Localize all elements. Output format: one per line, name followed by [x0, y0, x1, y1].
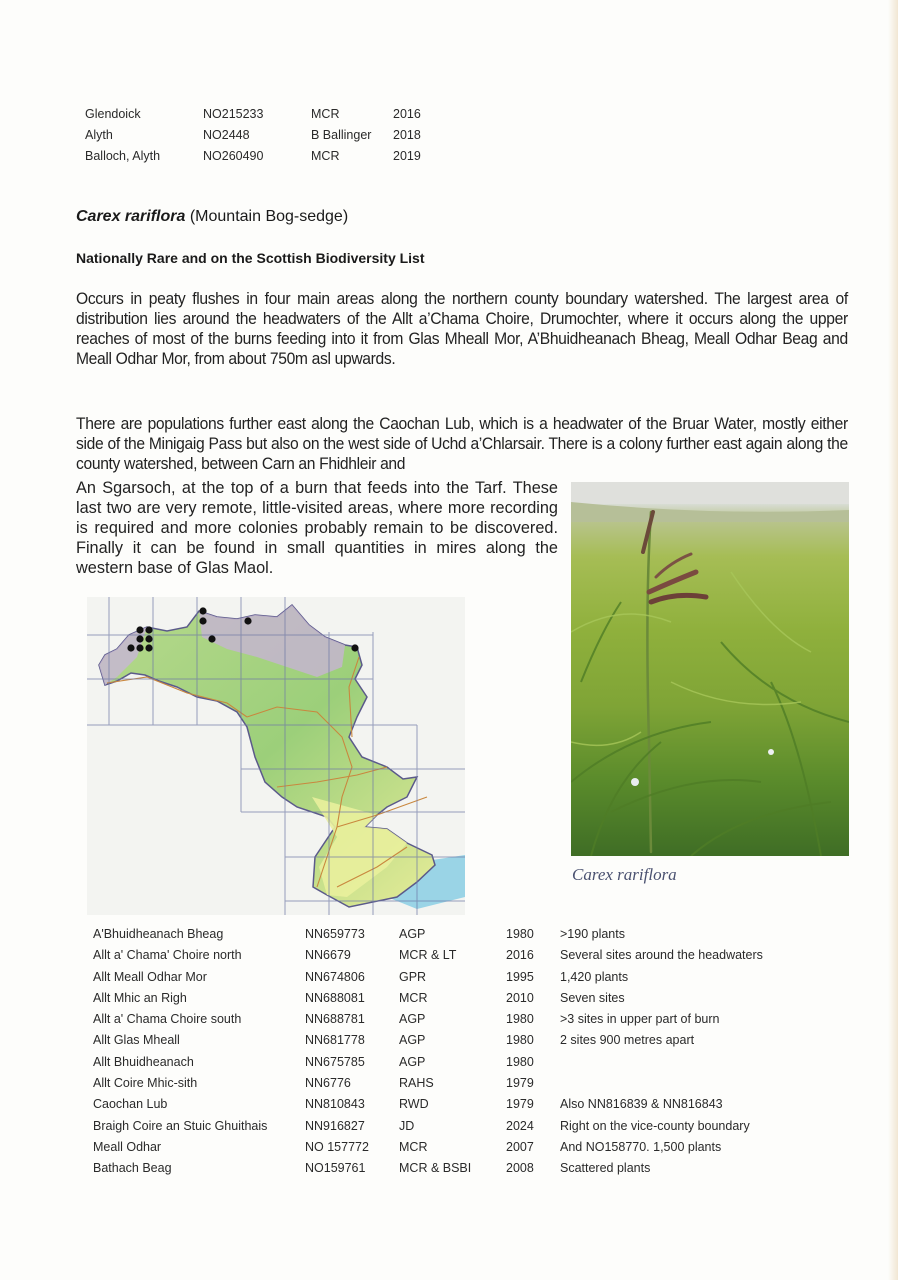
- year-cell: 2007: [506, 1139, 534, 1154]
- recorder-cell: RAHS: [399, 1076, 434, 1091]
- record-dot: [127, 644, 134, 651]
- record-dot: [145, 635, 152, 642]
- notes-cell: Also NN816839 & NN816843: [560, 1097, 723, 1112]
- table-row: [93, 927, 813, 948]
- year-cell: 2008: [506, 1161, 534, 1176]
- species-title: [76, 208, 348, 226]
- table-row: [93, 1076, 813, 1097]
- recorder-cell: MCR: [311, 149, 340, 163]
- gridref-cell: NO159761: [305, 1161, 366, 1176]
- year-cell: 1980: [506, 1012, 534, 1027]
- notes-cell: Seven sites: [560, 990, 625, 1005]
- notes-cell: >3 sites in upper part of burn: [560, 1012, 720, 1027]
- recorder-cell: AGP: [399, 1033, 426, 1048]
- table-row: [85, 128, 445, 149]
- table-row: [85, 107, 445, 128]
- recorder-cell: MCR: [399, 1139, 428, 1154]
- recorder-cell: MCR: [399, 990, 428, 1005]
- year-cell: 2019: [393, 149, 421, 163]
- site-cell: Allt Mhic an Righ: [93, 990, 187, 1005]
- year-cell: 1995: [506, 969, 534, 984]
- year-cell: 2010: [506, 990, 534, 1005]
- record-dot: [136, 635, 143, 642]
- gridref-cell: NN688781: [305, 1012, 365, 1027]
- gridref-cell: NO215233: [203, 107, 264, 121]
- gridref-cell: NN6679: [305, 948, 351, 963]
- year-cell: 2018: [393, 128, 421, 142]
- page-edge-shadow: [888, 0, 898, 1280]
- record-dot: [145, 626, 152, 633]
- recorder-cell: AGP: [399, 927, 426, 941]
- site-cell: Meall Odhar: [93, 1139, 162, 1154]
- notes-cell: >190 plants: [560, 927, 625, 941]
- table-row: [93, 1119, 813, 1140]
- site-cell: Allt Meall Odhar Mor: [93, 969, 207, 984]
- notes-cell: And NO158770. 1,500 plants: [560, 1139, 722, 1154]
- year-cell: 1980: [506, 1054, 534, 1069]
- record-dot: [136, 644, 143, 651]
- record-dot: [208, 635, 215, 642]
- table-row: [93, 991, 813, 1012]
- gridref-cell: NN688081: [305, 990, 365, 1005]
- recorder-cell: MCR & LT: [399, 948, 457, 963]
- year-cell: 1979: [506, 1097, 534, 1112]
- conservation-status-heading: Nationally Rare and on the Scottish Biodiversity List: [76, 250, 425, 266]
- year-cell: 2016: [506, 948, 534, 963]
- year-cell: 1979: [506, 1076, 534, 1091]
- site-cell: Braigh Coire an Stuic Ghuithais: [93, 1118, 268, 1133]
- gridref-cell: NN6776: [305, 1076, 351, 1091]
- table-row: [93, 948, 813, 969]
- site-cell: A'Bhuidheanach Bheag: [93, 927, 224, 941]
- site-cell: Allt Glas Mheall: [93, 1033, 180, 1048]
- gridref-cell: NN916827: [305, 1118, 365, 1133]
- site-cell: Allt a' Chama Choire south: [93, 1012, 242, 1027]
- table-row: [93, 1161, 813, 1182]
- gridref-cell: NN674806: [305, 969, 365, 984]
- notes-cell: Several sites around the headwaters: [560, 948, 763, 963]
- body-paragraph: An Sgarsoch, at the top of a burn that feeds into the Tarf. These last two are very remote, little-visited areas, where more recording is required and more colonies probably remain to be discovered. Finally it can be found in small quantities in mires along the western base of Glas Maol.: [76, 479, 558, 577]
- sedge-plant-photo-icon: [571, 482, 849, 856]
- site-cell: Allt a' Chama' Choire north: [93, 948, 242, 963]
- year-cell: 2024: [506, 1118, 534, 1133]
- gridref-cell: NO2448: [203, 128, 250, 142]
- table-row: [93, 1055, 813, 1076]
- body-paragraph: There are populations further east along the Caochan Lub, which is a headwater of the Bruar Water, mostly either side of the Minigaig Pass but also on the west side of Uchd a’Chlarsair. There is a colony further east again along the county watershed, between Carn an Fhidhleir and: [76, 415, 848, 473]
- site-cell: Caochan Lub: [93, 1097, 168, 1112]
- photo-caption: Carex rariflora: [572, 865, 677, 884]
- distribution-map: [87, 597, 465, 915]
- year-cell: 2016: [393, 107, 421, 121]
- species-records-table: [93, 927, 813, 1183]
- notes-cell: Scattered plants: [560, 1161, 651, 1176]
- recorder-cell: MCR & BSBI: [399, 1161, 472, 1176]
- record-dot: [145, 644, 152, 651]
- notes-cell: 1,420 plants: [560, 969, 629, 984]
- gridref-cell: NN810843: [305, 1097, 365, 1112]
- year-cell: 1980: [506, 1033, 534, 1048]
- site-cell: Allt Coire Mhic-sith: [93, 1076, 198, 1091]
- site-cell: Glendoick: [85, 107, 141, 121]
- recorder-cell: AGP: [399, 1012, 426, 1027]
- site-cell: Allt Bhuidheanach: [93, 1054, 194, 1069]
- gridref-cell: NN659773: [305, 927, 365, 941]
- recorder-cell: MCR: [311, 107, 340, 121]
- table-row: [93, 1012, 813, 1033]
- record-dot: [244, 617, 251, 624]
- gridref-cell: NO 157772: [305, 1139, 369, 1154]
- record-dot: [351, 644, 358, 651]
- site-cell: Alyth: [85, 128, 113, 142]
- gridref-cell: NN681778: [305, 1033, 365, 1048]
- site-cell: Balloch, Alyth: [85, 149, 161, 163]
- notes-cell: 2 sites 900 metres apart: [560, 1033, 695, 1048]
- recorder-cell: B Ballinger: [311, 128, 372, 142]
- gridref-cell: NO260490: [203, 149, 264, 163]
- notes-cell: Right on the vice-county boundary: [560, 1118, 750, 1133]
- site-cell: Bathach Beag: [93, 1161, 172, 1176]
- body-paragraph: Occurs in peaty flushes in four main areas along the northern county boundary watershed. The largest area of distribution lies around the headwaters of the Allt a’Chama Choire, Drumochter, where it occurs along the upper reaches of most of the burns feeding into it from Glas Mheall Mor, A’Bhuidheanach Bheag, Meall Odhar Beag and Meall Odhar Mor, from about 750m asl upwards.: [76, 290, 848, 368]
- record-dot: [199, 617, 206, 624]
- year-cell: 1980: [506, 927, 534, 941]
- table-row: [93, 970, 813, 991]
- recorder-cell: JD: [399, 1118, 415, 1133]
- record-dot: [136, 626, 143, 633]
- species-common-name: (Mountain Bog-sedge): [189, 208, 349, 225]
- species-photograph: [571, 482, 849, 856]
- recorder-cell: RWD: [399, 1097, 429, 1112]
- table-row: [85, 149, 445, 170]
- record-dot: [199, 607, 206, 614]
- distribution-map-icon: [87, 597, 465, 915]
- table-row: [93, 1140, 813, 1161]
- recorder-cell: AGP: [399, 1054, 426, 1069]
- table-row: [93, 1097, 813, 1118]
- previous-species-records-table: [85, 107, 445, 170]
- recorder-cell: GPR: [399, 969, 427, 984]
- gridref-cell: NN675785: [305, 1054, 365, 1069]
- table-row: [93, 1033, 813, 1054]
- species-latin-name: Carex rariflora: [76, 208, 186, 225]
